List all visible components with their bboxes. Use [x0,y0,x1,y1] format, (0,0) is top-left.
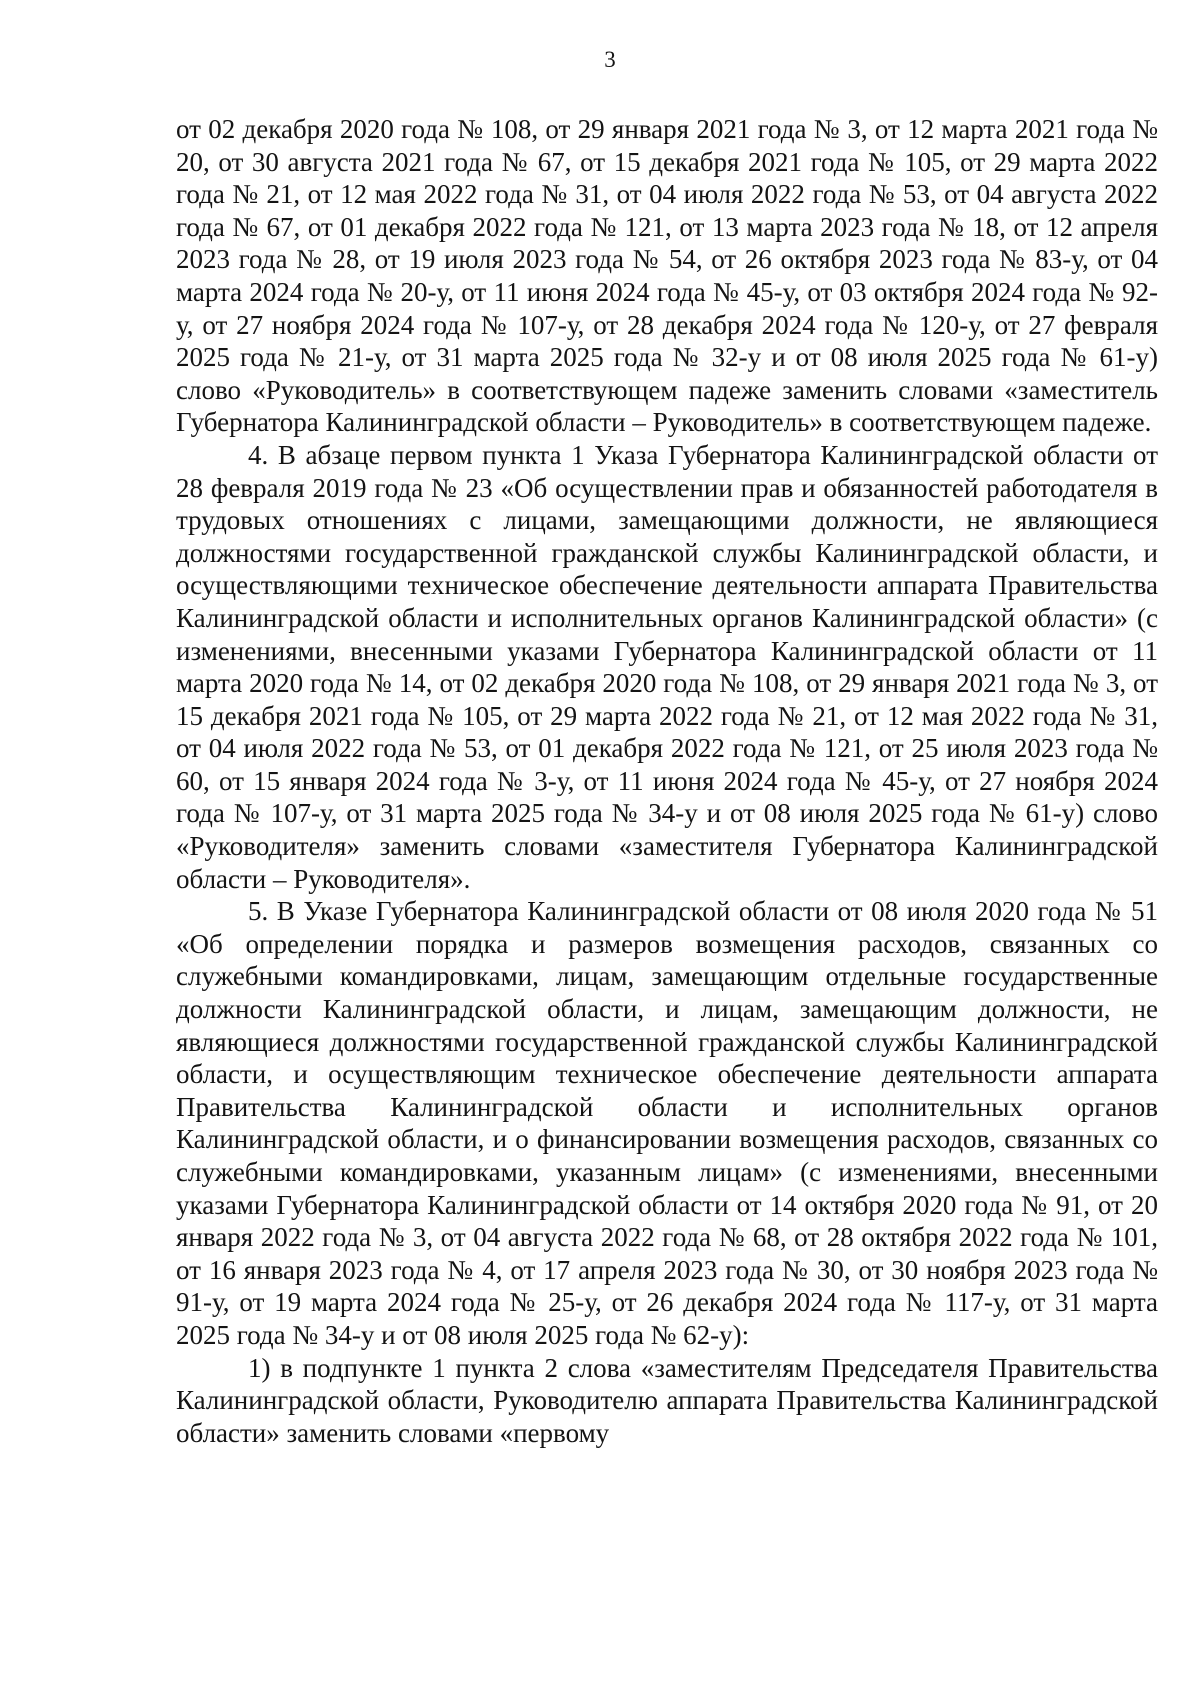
paragraph-item-4: 4. В абзаце первом пункта 1 Указа Губернатора Калининградской области от 28 февраля 2019 года № 23 «Об осуществлении прав и обязанностей работодателя в трудовых отношениях с лицами, замещающими должности, не являющиеся должностями государственной гражданской службы Калининградской области, и осуществляющими техническое обеспечение деятельности аппарата Правительства Калининградской области и исполнительных органов Калининградской области» (с изменениями, внесенными указами Губернатора Калининградской области от 11 марта 2020 года № 14, от 02 декабря 2020 года № 108, от 29 января 2021 года № 3, от 15 декабря 2021 года № 105, от 29 марта 2022 года № 21, от 12 мая 2022 года № 31, от 04 июля 2022 года № 53, от 01 декабря 2022 года № 121, от 25 июля 2023 года № 60, от 15 января 2024 года № 3-у, от 11 июня 2024 года № 45-у, от 27 ноября 2024 года № 107-у, от 31 марта 2025 года № 34-у и от 08 июля 2025 года № 61-у) слово «Руководителя» заменить словами «заместителя Губернатора Калининградской области – Руководителя». [176,439,1158,894]
page-number: 3 [604,47,616,72]
paragraph-continuation: от 02 декабря 2020 года № 108, от 29 января 2021 года № 3, от 12 марта 2021 года № 20, от 30 августа 2021 года № 67, от 15 декабря 2021 года № 105, от 29 марта 2022 года № 21, от 12 мая 2022 года № 31, от 04 июля 2022 года № 53, от 04 августа 2022 года № 67, от 01 декабря 2022 года № 121, от 13 марта 2023 года № 18, от 12 апреля 2023 года № 28, от 19 июля 2023 года № 54, от 26 октября 2023 года № 83-у, от 04 марта 2024 года № 20-у, от 11 июня 2024 года № 45-у, от 03 октября 2024 года № 92-у, от 27 ноября 2024 года № 107-у, от 28 декабря 2024 года № 120-у, от 27 февраля 2025 года № 21-у, от 31 марта 2025 года № 32-у и от 08 июля 2025 года № 61-у) слово «Руководитель» в соответствующем падеже заменить словами «заместитель Губернатора Калининградской области – Руководитель» в соответствующем падеже. [176,114,1158,438]
paragraph-subitem-1: 1) в подпункте 1 пункта 2 слова «заместителям Председателя Правительства Калининградской области, Руководителю аппарата Правительства Калининградской области» заменить словами «первому [176,1352,1158,1448]
document-body [176,113,1158,1449]
paragraph-item-5: 5. В Указе Губернатора Калининградской области от 08 июля 2020 года № 51 «Об определении порядка и размеров возмещения расходов, связанных со служебными командировками, лицам, замещающим отдельные государственные должности Калининградской области, и лицам, замещающим должности, не являющиеся должностями государственной гражданской службы Калининградской области, и осуществляющим техническое обеспечение деятельности аппарата Правительства Калининградской области и исполнительных органов Калининградской области, и о финансировании возмещения расходов, связанных со служебными командировками, указанным лицам» (с изменениями, внесенными указами Губернатора Калининградской области от 14 октября 2020 года № 91, от 20 января 2022 года № 3, от 04 августа 2022 года № 68, от 28 октября 2022 года № 101, от 16 января 2023 года № 4, от 17 апреля 2023 года № 30, от 30 ноября 2023 года № 91-у, от 19 марта 2024 года № 25-у, от 26 декабря 2024 года № 117-у, от 31 марта 2025 года № 34-у и от 08 июля 2025 года № 62-у): [176,896,1158,1350]
